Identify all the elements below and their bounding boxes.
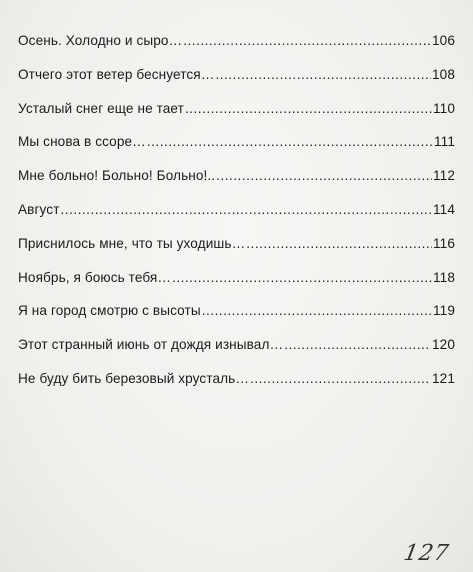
toc-entry-page: 120 <box>432 337 455 353</box>
toc-entry-page: 106 <box>432 33 455 48</box>
dot-leader <box>216 168 432 183</box>
toc-entry-title: Я на город смотрю с высоты <box>18 303 201 319</box>
toc-entry-page: 118 <box>433 269 455 285</box>
toc-entry-title: Мы снова в ссоре… <box>18 134 146 150</box>
toc-entry-page: 111 <box>434 134 455 150</box>
table-of-contents <box>18 33 455 405</box>
toc-entry-page: 110 <box>433 100 455 116</box>
toc-entry <box>18 101 455 135</box>
toc-entry-title: Осень. Холодно и сыро… <box>18 33 183 48</box>
toc-entry <box>18 67 455 101</box>
toc-entry-page: 114 <box>433 201 455 217</box>
toc-entry-title: Этот странный июнь от дождя изнывал… <box>18 337 284 353</box>
handwritten-page-number: 127 <box>401 541 452 566</box>
dot-leader <box>246 236 432 251</box>
dot-leader <box>284 337 431 352</box>
toc-entry-page: 108 <box>432 66 455 82</box>
toc-entry-page: 116 <box>433 235 455 251</box>
dot-leader <box>250 371 431 386</box>
dot-leader <box>147 134 433 149</box>
toc-entry <box>18 168 455 202</box>
toc-entry-title: Август <box>18 201 60 217</box>
toc-entry <box>18 270 455 304</box>
dot-leader <box>185 101 432 116</box>
dot-leader <box>61 202 433 217</box>
dot-leader <box>183 33 431 48</box>
dot-leader <box>215 67 431 82</box>
toc-entry <box>18 33 455 67</box>
dot-leader <box>172 270 432 285</box>
toc-entry-title: Не буду бить березовый хрусталь… <box>18 370 250 386</box>
toc-entry-page: 119 <box>433 303 455 319</box>
toc-entry-title: Ноябрь, я боюсь тебя… <box>18 269 172 285</box>
toc-entry-page: 112 <box>433 168 455 184</box>
toc-entry-title: Мне больно! Больно! Больно!.. <box>18 168 216 184</box>
toc-entry <box>18 371 455 405</box>
dot-leader <box>202 303 432 318</box>
toc-entry-title: Усталый снег еще не тает <box>18 100 184 116</box>
toc-entry-title: Приснилось мне, что ты уходишь… <box>18 235 246 251</box>
toc-entry <box>18 236 455 270</box>
toc-entry-title: Отчего этот ветер беснуется… <box>18 66 215 82</box>
toc-entry <box>18 134 455 168</box>
toc-entry <box>18 303 455 337</box>
toc-entry <box>18 202 455 236</box>
toc-entry-page: 121 <box>432 370 455 386</box>
toc-entry <box>18 337 455 371</box>
